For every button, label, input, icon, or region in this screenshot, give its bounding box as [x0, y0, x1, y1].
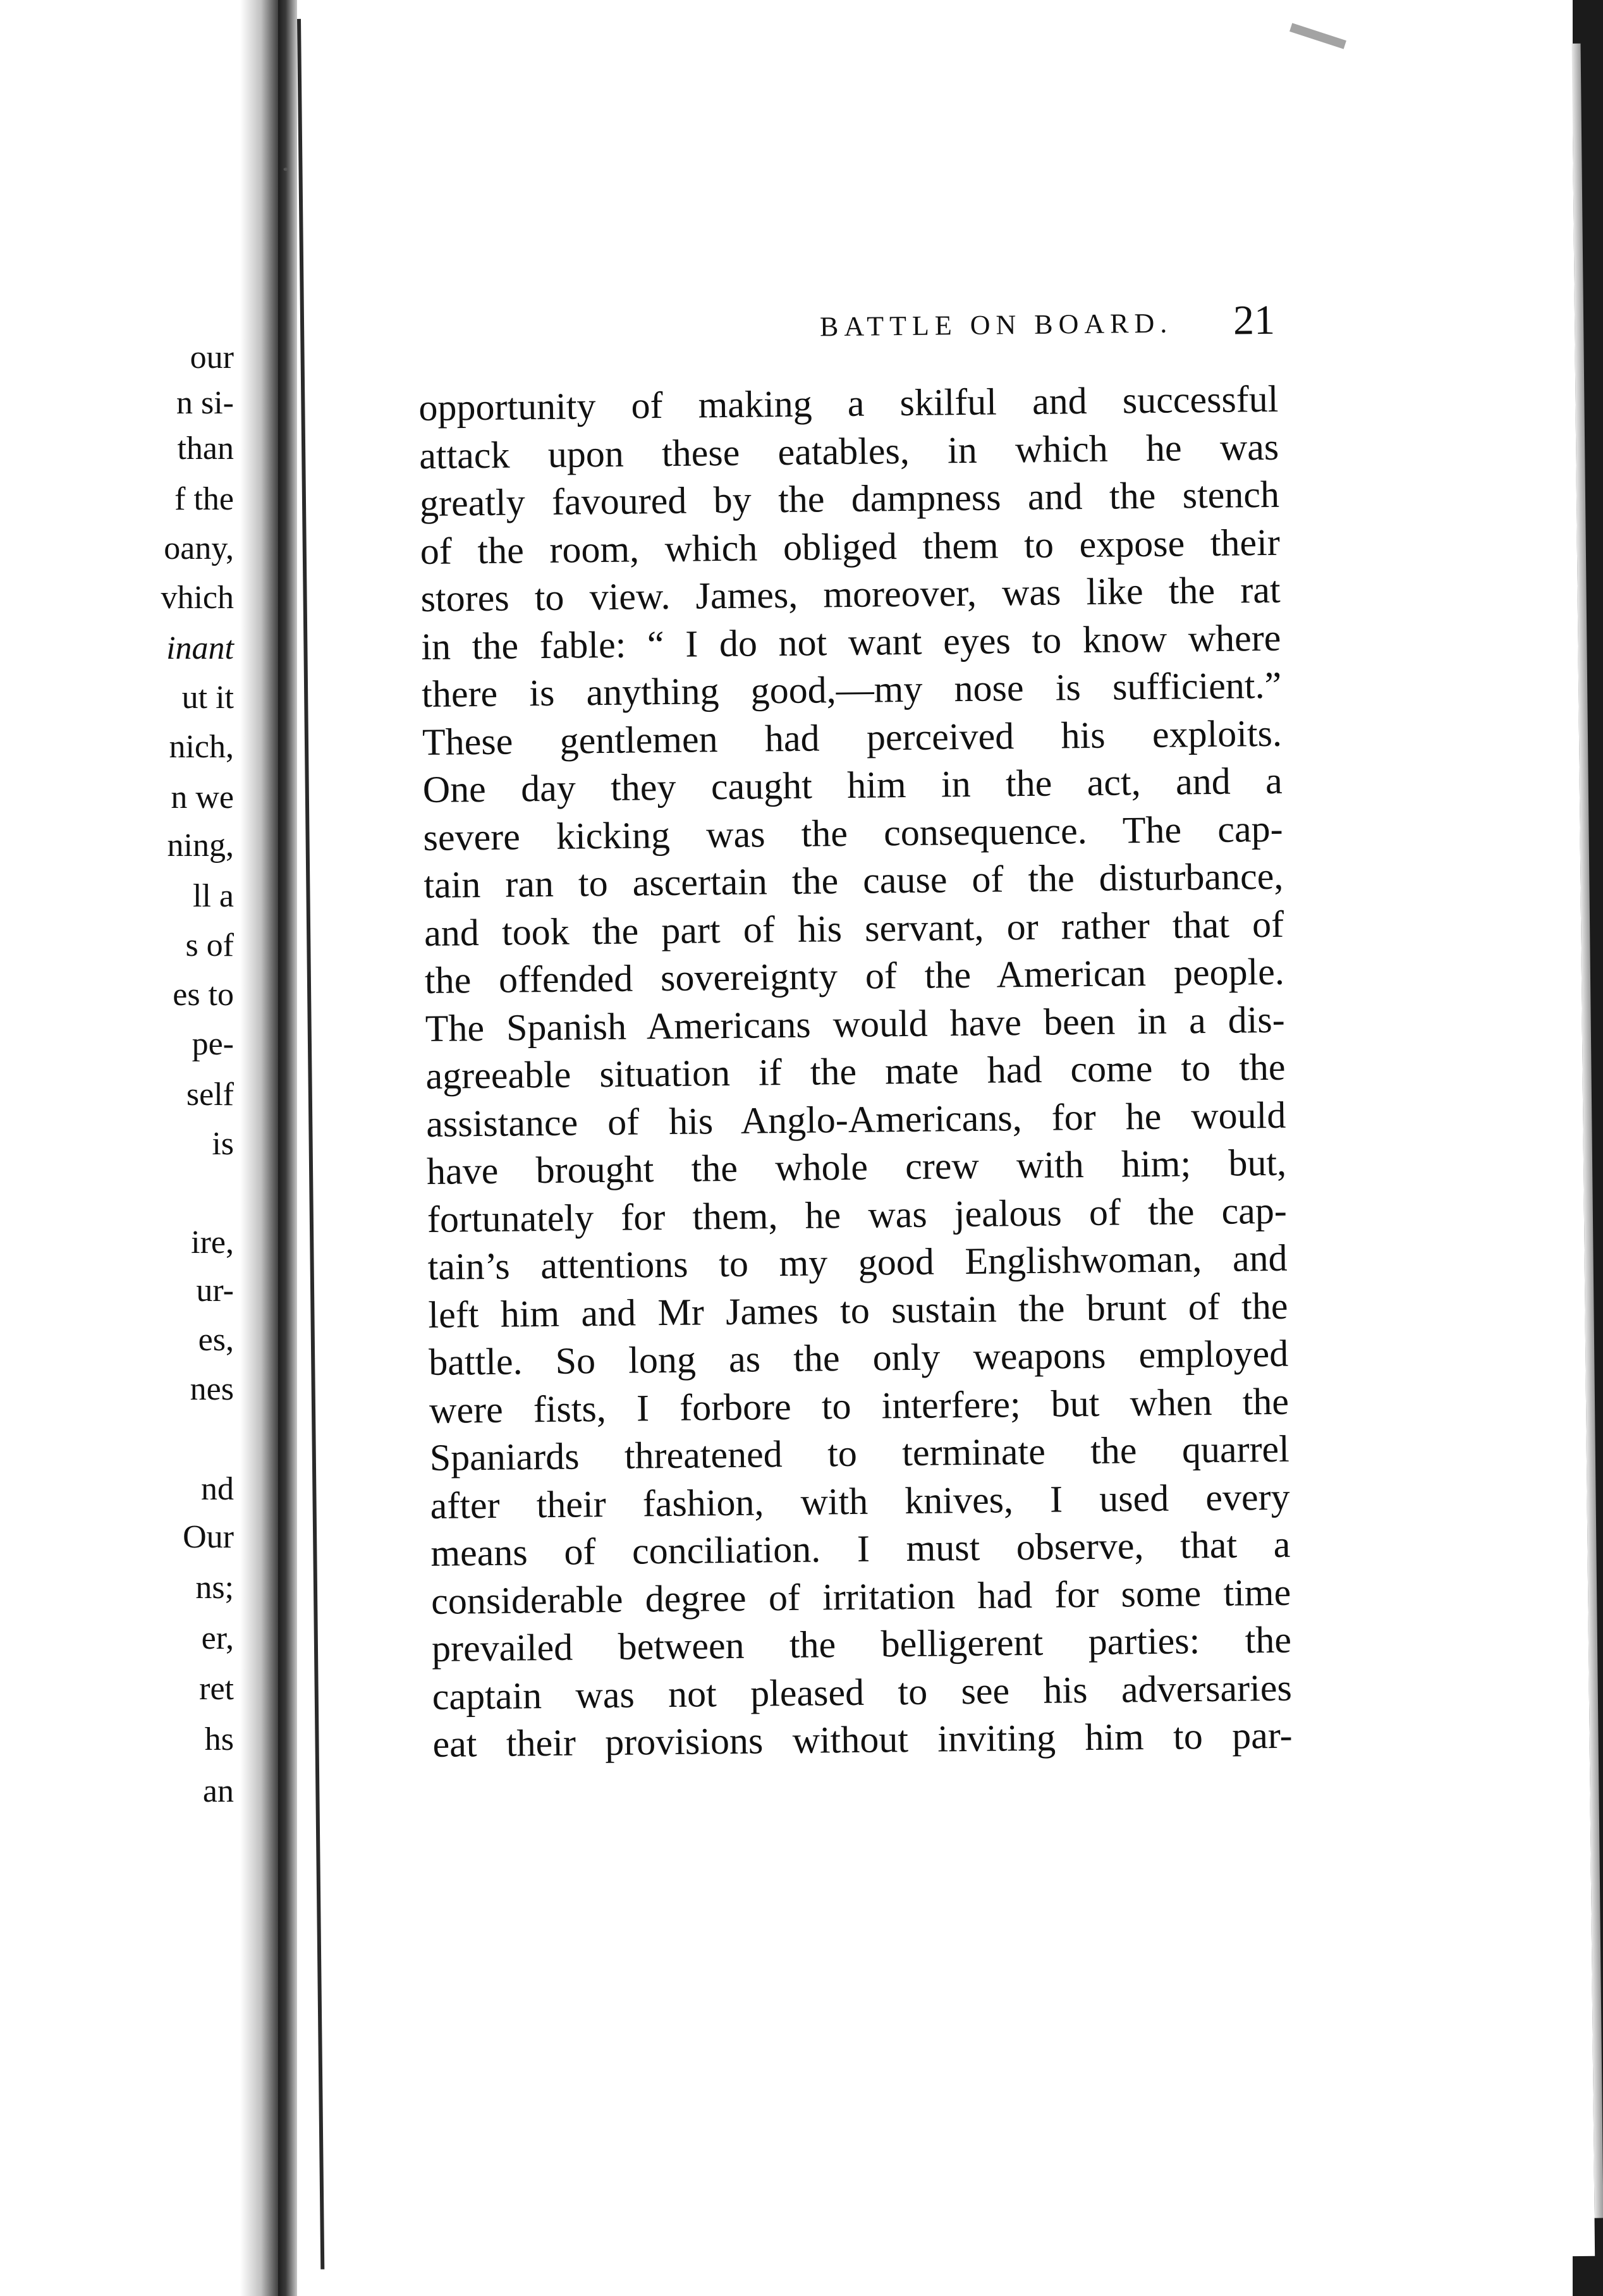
text-line: means of conciliation. I must observe, that a [430, 1523, 1291, 1574]
previous-page-line: hs [204, 1721, 234, 1757]
text-line: after their fashion, with knives, I used every [430, 1475, 1290, 1527]
previous-page-line: than [177, 430, 234, 467]
text-line: Spaniards threatened to terminate the quarrel [429, 1427, 1290, 1479]
ink-speck [283, 168, 288, 171]
previous-page-line: our [190, 339, 234, 376]
previous-page-line: ll a [193, 878, 234, 914]
text-line: prevailed between the belligerent parties: the [431, 1618, 1292, 1670]
previous-page-line: n si- [176, 385, 234, 421]
previous-page-line: oany, [164, 530, 234, 566]
previous-page-line: is [212, 1126, 234, 1162]
text-line: These gentlemen had perceived his exploits. [422, 712, 1283, 763]
text-line: fortunately for them, he was jealous of the cap- [427, 1189, 1288, 1240]
text-line: there is anything good,—my nose is sufficient.” [421, 664, 1282, 715]
text-line: considerable degree of irritation had for some time [430, 1571, 1291, 1622]
text-line: left him and Mr James to sustain the brunt of the [428, 1285, 1288, 1336]
page-fold-shadow [240, 0, 278, 2296]
text-line: severe kicking was the consequence. The cap- [423, 807, 1283, 858]
previous-page-line: nd [201, 1471, 234, 1507]
text-line: battle. So long as the only weapons employed [428, 1332, 1289, 1383]
text-line: were fists, I forbore to interfere; but when the [429, 1380, 1289, 1431]
text-line: eat their provisions without inviting him to par- [432, 1714, 1293, 1765]
previous-page-line: Our [183, 1519, 234, 1555]
previous-page-line: ning, [167, 827, 234, 864]
previous-page-line: pe- [192, 1026, 234, 1062]
previous-page-line: ut it [181, 680, 234, 716]
previous-page-line: nes [190, 1371, 234, 1407]
text-line: in the fable: “ I do not want eyes to know where [421, 616, 1281, 668]
text-line: captain was not pleased to see his adversaries [432, 1666, 1293, 1718]
text-line: tain’s attentions to my good Englishwoman, and [427, 1237, 1288, 1288]
text-line: tain ran to ascertain the cause of the disturbance, [424, 855, 1284, 906]
text-line: of the room, which obliged them to expose their [420, 521, 1281, 572]
previous-page-line: nich, [169, 729, 234, 765]
text-line: the offended sovereignty of the American people. [424, 950, 1285, 1001]
text-line: have brought the whole crew with him; but, [426, 1141, 1287, 1192]
previous-page-line: n we [171, 779, 234, 815]
text-line: opportunity of making a skilful and successful [418, 377, 1279, 429]
previous-page-line: ire, [191, 1224, 234, 1261]
previous-page-line: f the [174, 481, 234, 517]
text-line: greatly favoured by the dampness and the stench [419, 473, 1280, 525]
text-line: agreeable situation if the mate had come to the [425, 1046, 1286, 1097]
text-line: attack upon these eatables, in which he was [418, 425, 1279, 477]
previous-page-line: es, [198, 1322, 234, 1358]
text-line: and took the part of his servant, or rather that of [424, 903, 1284, 954]
body-text [418, 376, 1293, 1769]
previous-page-line: ns; [195, 1570, 234, 1606]
text-line: The Spanish Americans would have been in a dis- [425, 998, 1286, 1049]
text-line: assistance of his Anglo-Americans, for he would [425, 1094, 1286, 1145]
previous-page-line: vhich [161, 580, 234, 616]
text-line: stores to view. James, moreover, was like the rat [420, 568, 1281, 620]
previous-page-line: self [186, 1077, 234, 1113]
previous-page-line: ret [199, 1671, 234, 1707]
previous-page-line: es to [173, 977, 234, 1013]
running-head: BATTLE ON BOARD. [819, 307, 1173, 343]
previous-page-line: s of [185, 927, 234, 963]
previous-page-fragment [0, 0, 278, 2296]
previous-page-line: ur- [196, 1273, 234, 1309]
previous-page-line: er, [201, 1620, 234, 1656]
text-line: One day they caught him in the act, and a [422, 759, 1283, 810]
book-gutter [278, 0, 297, 2296]
page-number: 21 [1233, 296, 1276, 344]
current-page [297, 6, 1595, 2269]
previous-page-line: an [202, 1773, 234, 1809]
previous-page-line: inant [166, 630, 234, 666]
